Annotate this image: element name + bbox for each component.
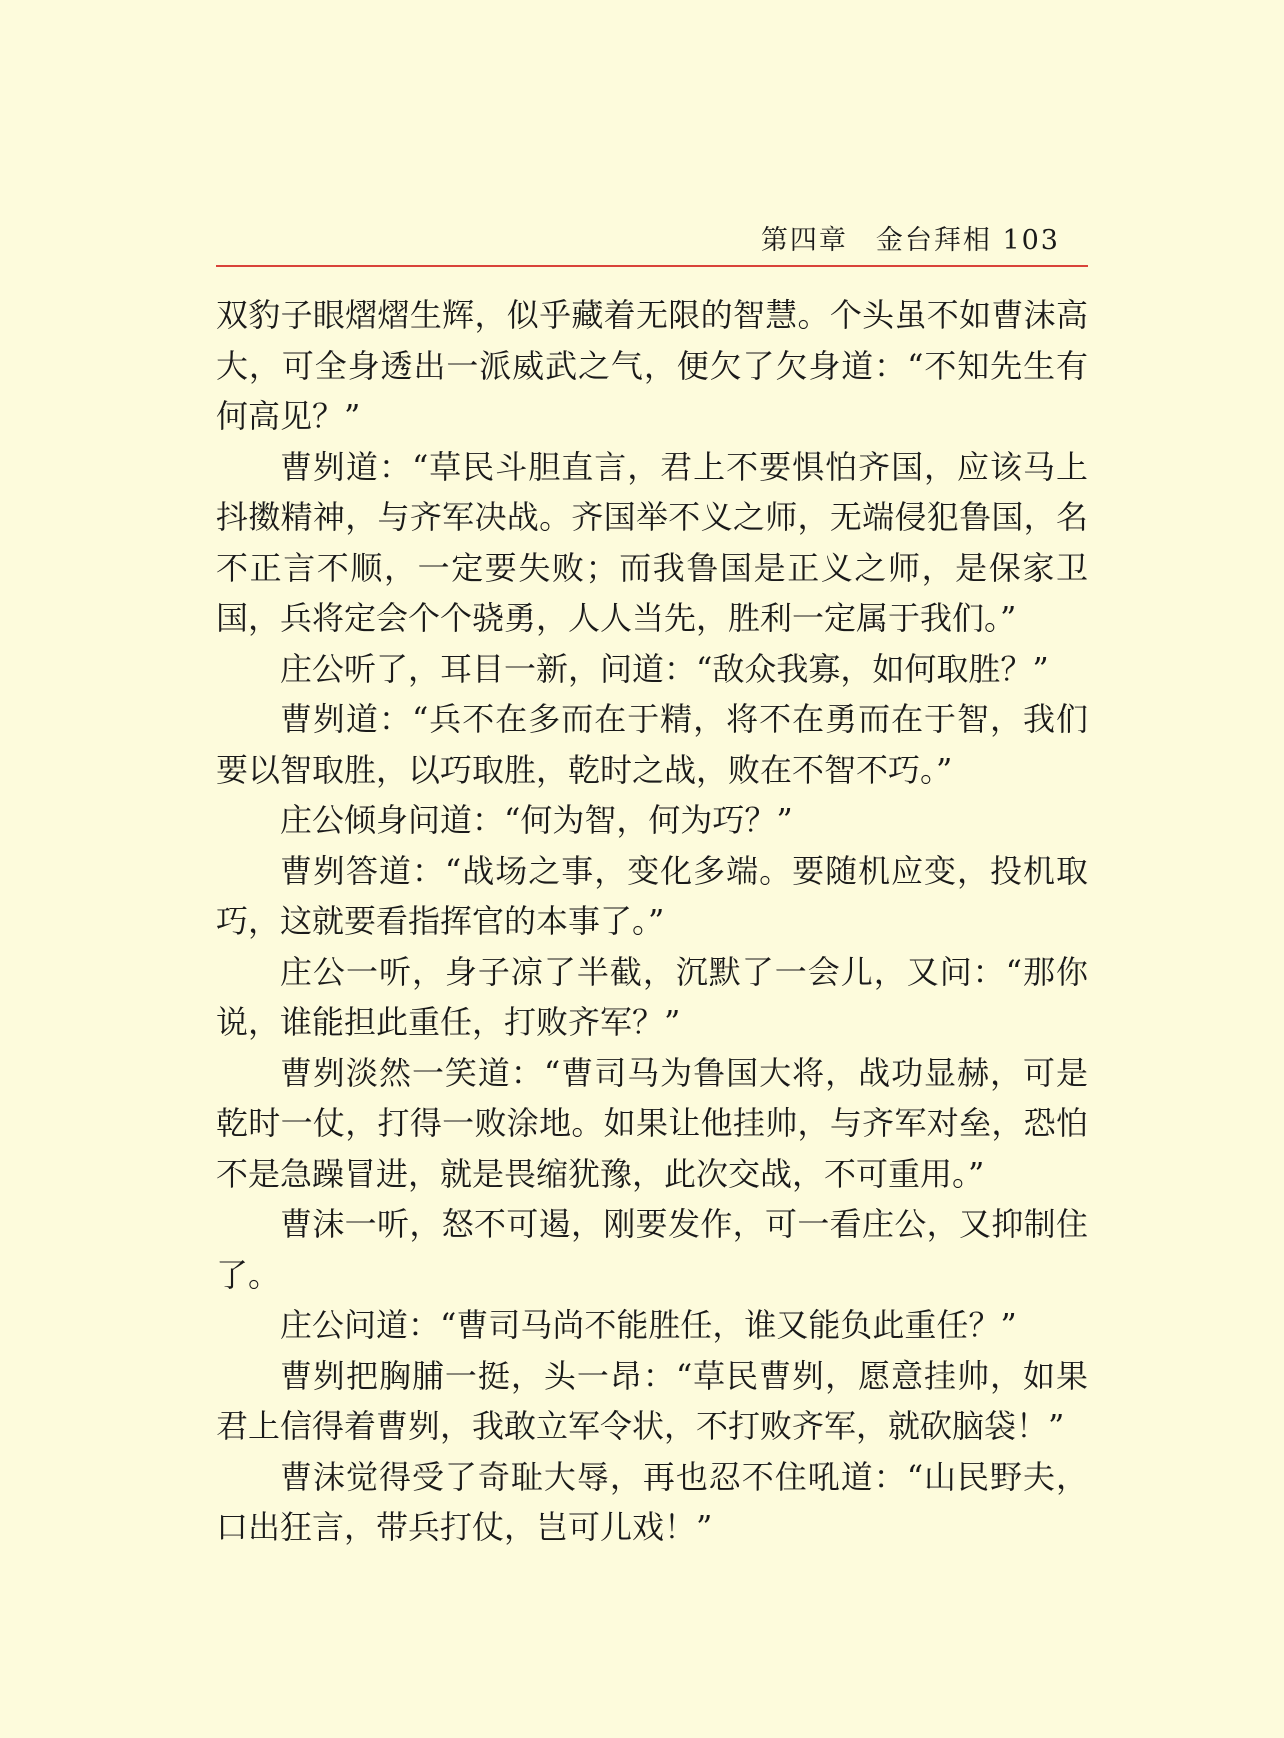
paragraph: 曹沫觉得受了奇耻大辱，再也忍不住吼道：“山民野夫，口出狂言，带兵打仗，岂可儿戏！” xyxy=(216,1457,1088,1546)
running-head xyxy=(761,218,1060,257)
paragraph: 曹刿道：“草民斗胆直言，君上不要惧怕齐国，应该马上抖擞精神，与齐军决战。齐国举不义之师，无端侵犯鲁国，名不正言不顺，一定要失败；而我鲁国是正义之师，是保家卫国，兵将定会个个骁勇，人人当先，胜利一定属于我们。” xyxy=(216,447,1088,637)
paragraph: 曹刿把胸脯一挺，头一昂：“草民曹刿，愿意挂帅，如果君上信得着曹刿，我敢立军令状，不打败齐军，就砍脑袋！” xyxy=(216,1356,1088,1445)
paragraph: 曹刿道：“兵不在多而在于精，将不在勇而在于智，我们要以智取胜，以巧取胜，乾时之战，败在不智不巧。” xyxy=(216,700,1088,789)
paragraph: 庄公一听，身子凉了半截，沉默了一会儿，又问：“那你说，谁能担此重任，打败齐军？” xyxy=(216,952,1088,1041)
body-text xyxy=(216,290,1088,1553)
header-rule xyxy=(216,265,1088,267)
chapter-number: 第四章 xyxy=(760,225,848,256)
paragraph: 双豹子眼熠熠生辉，似乎藏着无限的智慧。个头虽不如曹沫高大，可全身透出一派威武之气，便欠了欠身道：“不知先生有何高见？” xyxy=(216,296,1088,435)
paragraph: 曹沫一听，怒不可遏，刚要发作，可一看庄公，又抑制住了。 xyxy=(216,1205,1088,1294)
page-number: 103 xyxy=(1002,225,1060,256)
chapter-title: 金台拜相 xyxy=(875,225,992,256)
paragraph: 曹刿答道：“战场之事，变化多端。要随机应变，投机取巧，这就要看指挥官的本事了。” xyxy=(216,851,1088,940)
paragraph: 庄公倾身问道：“何为智，何为巧？” xyxy=(280,801,793,839)
book-page xyxy=(216,0,1088,1738)
paragraph: 曹刿淡然一笑道：“曹司马为鲁国大将，战功显赫，可是乾时一仗，打得一败涂地。如果让他挂帅，与齐军对垒，恐怕不是急躁冒进，就是畏缩犹豫，此次交战，不可重用。” xyxy=(216,1053,1088,1193)
paragraph: 庄公听了，耳目一新，问道：“敌众我寡，如何取胜？” xyxy=(280,649,1049,688)
paragraph: 庄公问道：“曹司马尚不能胜任，谁又能负此重任？” xyxy=(280,1306,1017,1344)
